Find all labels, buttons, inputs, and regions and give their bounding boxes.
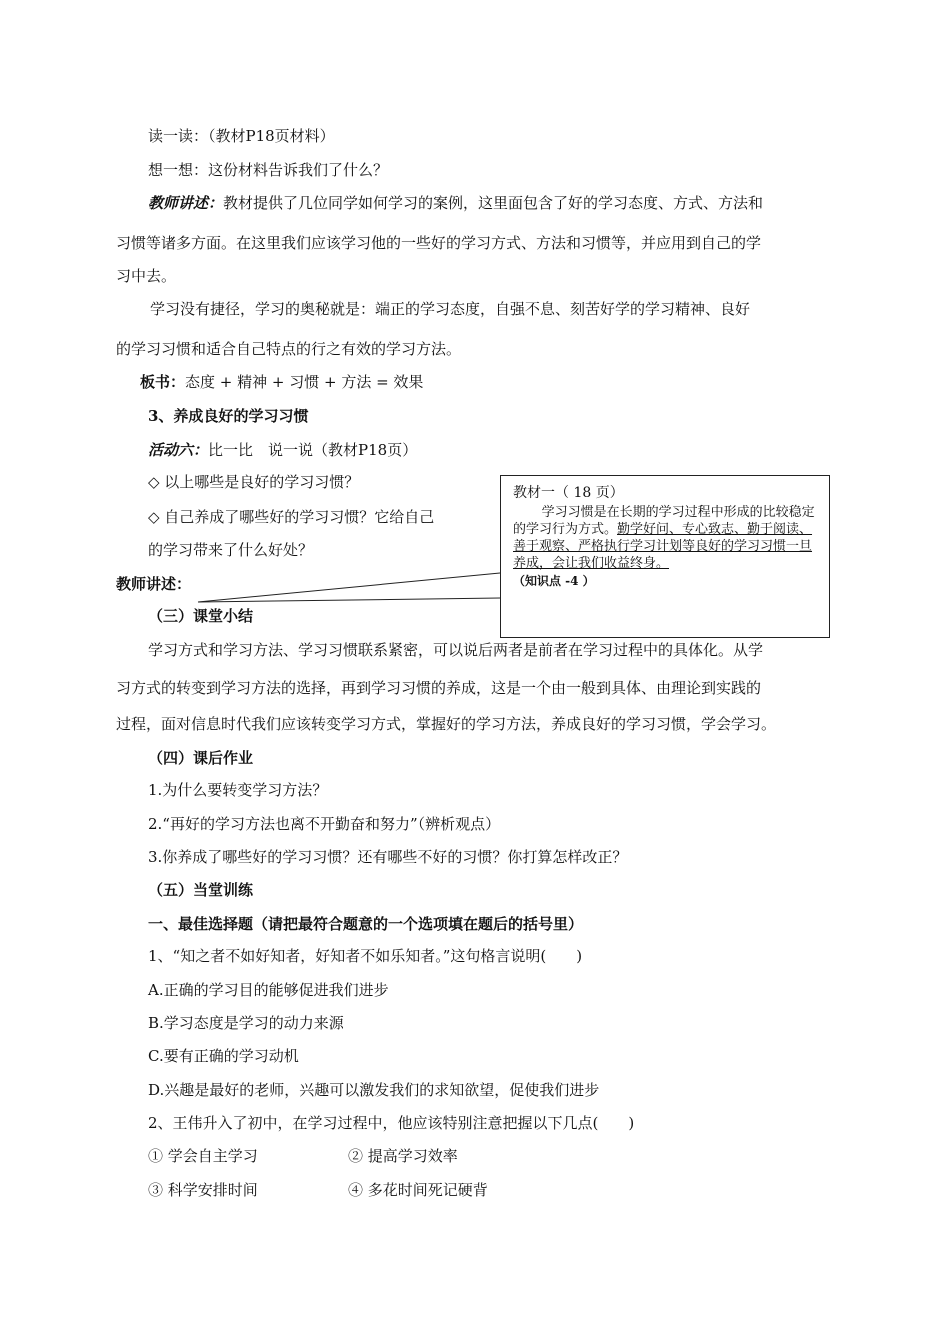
option-item: B.学习态度是学习的动力来源	[148, 1014, 344, 1032]
textbook-callout	[500, 475, 830, 638]
teacher-narration-1	[148, 193, 763, 213]
pointer-line-upper	[198, 573, 500, 602]
section-heading: 3、养成良好的学习习惯	[148, 407, 309, 425]
option-item: D.兴趣是最好的老师，兴趣可以激发我们的求知欲望，促使我们进步	[148, 1081, 600, 1099]
homework-item: 1.为什么要转变学习方法？	[148, 781, 328, 799]
activity-text: 比一比 说一说（教材P18页）	[208, 441, 418, 459]
question-item: ◇ 自己养成了哪些好的学习习惯？它给自己	[148, 508, 435, 526]
option-item: ② 提高学习效率	[348, 1147, 458, 1165]
option-item: ③ 科学安排时间	[148, 1181, 258, 1199]
knowledge-point-label: （知识点 -4 ）	[513, 574, 595, 588]
summary-line: 习方式的转变到学习方法的选择，再到学习习惯的养成，这是一个由一般到具体、由理论到实践的	[116, 679, 762, 697]
option-item: C.要有正确的学习动机	[148, 1047, 299, 1065]
board-writing-text: 态度 + 精神 + 习惯 + 方法 = 效果	[185, 373, 424, 391]
homework-item: 3.你养成了哪些好的学习习惯？还有哪些不好的习惯？你打算怎样改正？	[148, 848, 628, 866]
think-instruction: 想一想：这份材料告诉我们了什么？	[148, 161, 389, 179]
question-item: ◇ 以上哪些是良好的学习习惯？	[148, 473, 360, 491]
board-writing-label: 板书：	[140, 373, 186, 391]
pointer-line-lower	[198, 598, 500, 602]
paragraph-line: 习中去。	[116, 267, 177, 285]
callout-body-underlined: 勤学好问、专心致志、勤于阅读、善于观察、严格执行学习计划等良好的学习习惯一旦养成，会让我们收益终身。	[513, 522, 813, 571]
section-heading: （四）课后作业	[148, 749, 254, 767]
callout-body	[513, 504, 819, 572]
teacher-narration-label: 教师讲述：	[148, 194, 224, 212]
callout-title: 教材一（ 18 页）	[513, 485, 624, 501]
board-writing	[140, 372, 423, 392]
activity-six	[148, 440, 417, 460]
summary-line: 过程，面对信息时代我们应该转变学习方式，掌握好的学习方法，养成良好的学习习惯，学会学习。	[116, 715, 777, 733]
section-heading: （五）当堂训练	[148, 881, 254, 899]
teacher-narration-heading: 教师讲述：	[116, 575, 192, 593]
paragraph-line: 的学习习惯和适合自己特点的行之有效的学习方法。	[116, 340, 462, 358]
homework-item: 2.“再好的学习方法也离不开勤奋和努力”（辨析观点）	[148, 815, 501, 833]
option-item: ① 学会自主学习	[148, 1147, 258, 1165]
paragraph-line: 学习没有捷径，学习的奥秘就是：端正的学习态度，自强不息、刻苦好学的学习精神、良好	[150, 300, 751, 318]
activity-label: 活动六：	[148, 441, 209, 459]
question-stem: 2、王伟升入了初中，在学习过程中，他应该特别注意把握以下几点( )	[148, 1114, 635, 1132]
section-heading: （三）课堂小结	[148, 607, 254, 625]
question-item: 的学习带来了什么好处？	[148, 541, 314, 559]
option-item: A.正确的学习目的能够促进我们进步	[148, 981, 389, 999]
teacher-narration-text: 教材提供了几位同学如何学习的案例，这里面包含了好的学习态度、方式、方法和	[223, 194, 764, 212]
read-instruction: 读一读：（教材P18页材料）	[148, 127, 335, 145]
section-heading: 一、最佳选择题（请把最符合题意的一个选项填在题后的括号里）	[148, 915, 584, 933]
question-stem: 1、“知之者不如好知者，好知者不如乐知者。”这句格言说明( )	[148, 947, 583, 965]
paragraph-line: 习惯等诸多方面。在这里我们应该学习他的一些好的学习方式、方法和习惯等，并应用到自己的学	[116, 234, 762, 252]
option-item: ④ 多花时间死记硬背	[348, 1181, 488, 1199]
callout-body-plain: 学习习惯是在长期的学习过程中形成的比较稳定的学习行为方式。	[513, 505, 815, 537]
summary-line: 学习方式和学习方法、学习习惯联系紧密，可以说后两者是前者在学习过程中的具体化。从学	[148, 641, 764, 659]
